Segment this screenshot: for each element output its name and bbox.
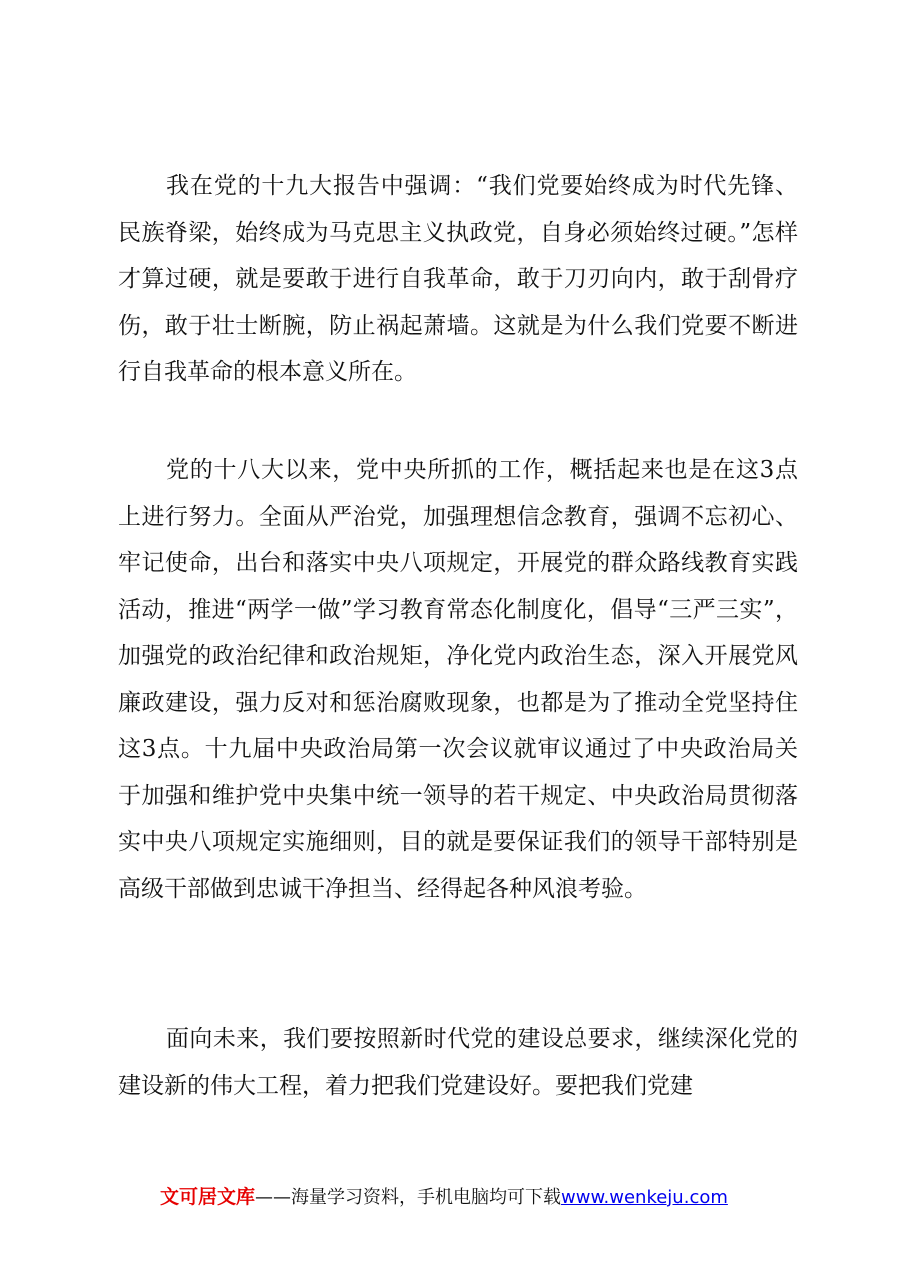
paragraph-1: 我在党的十九大报告中强调：“我们党要始终成为时代先锋、民族脊梁，始终成为马克思主义执政党，自身必须始终过硬。”怎样才算过硬，就是要敢于进行自我革命，敢于刀刃向内，敢于刮骨疗伤，敢于壮士断腕，防止祸起萧墙。这就是为什么我们党要不断进行自我革命的根本意义所在。 [118,173,798,385]
footer-slogan: ——海量学习资料，手机电脑均可下载 [255,1187,562,1208]
footer-brand: 文可居文库 [160,1186,256,1208]
footer-banner [160,1184,800,1210]
paragraph-3: 面向未来，我们要按照新时代党的建设总要求，继续深化党的建设新的伟大工程，着力把我们党建设好。要把我们党建 [118,1026,798,1099]
paragraph-2: 党的十八大以来，党中央所抓的工作，概括起来也是在这3点上进行努力。全面从严治党，加强理想信念教育，强调不忘初心、牢记使命，出台和落实中央八项规定，开展党的群众路线教育实践活动，推进“两学一做”学习教育常态化制度化，倡导“三严三实”，加强党的政治纪律和政治规矩，净化党内政治生态，深入开展党风廉政建设，强力反对和惩治腐败现象，也都是为了推动全党坚持住这3点。十九届中央政治局第一次会议就审议通过了中央政治局关于加强和维护党中央集中统一领导的若干规定、中央政治局贯彻落实中央八项规定实施细则，目的就是要保证我们的领导干部特别是高级干部做到忠诚干净担当、经得起各种风浪考验。 [118,457,798,902]
footer-url-link[interactable]: www.wenkeju.com [561,1187,728,1208]
